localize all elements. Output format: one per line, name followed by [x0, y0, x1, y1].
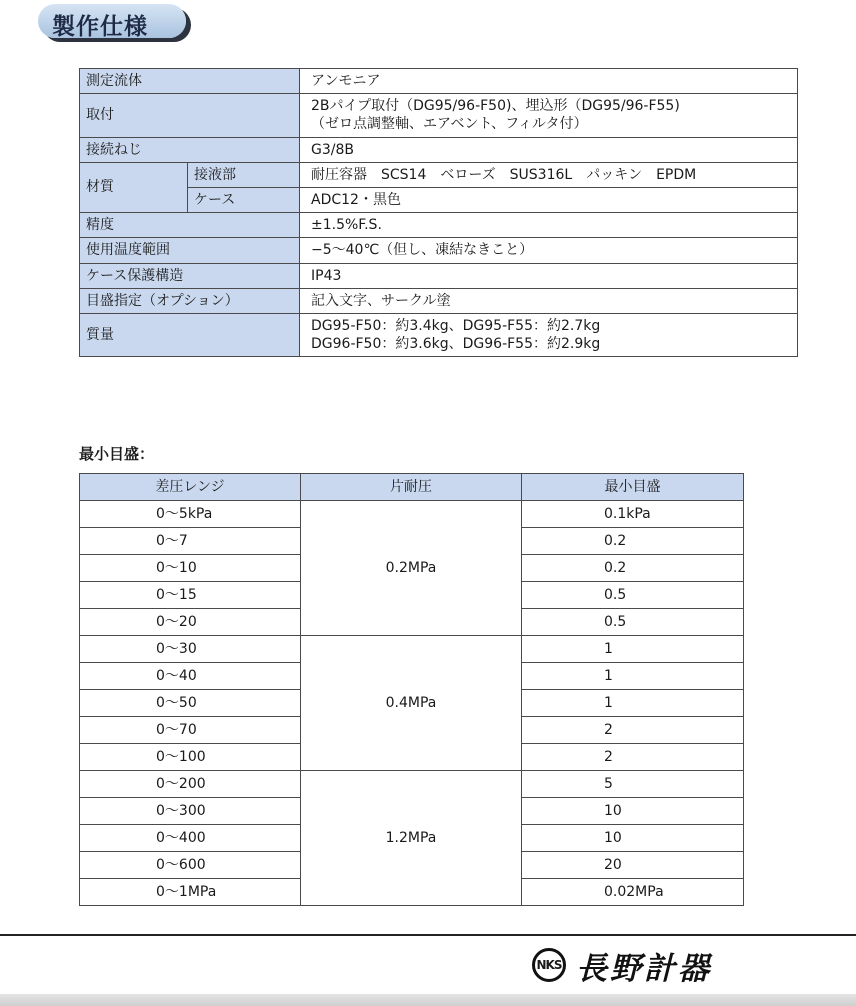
section-title-badge — [38, 4, 186, 38]
spec-value-line: DG95-F50：約3.4kg、DG95-F55：約2.7kg — [311, 317, 601, 334]
range-cell: 0〜70 — [80, 717, 301, 744]
range-cell: 0〜100 — [80, 744, 301, 771]
table-row — [80, 263, 798, 288]
min-scale-table — [79, 473, 744, 906]
range-cell: 0〜400 — [80, 825, 301, 852]
spec-label: 精度 — [80, 213, 300, 238]
spec-label: 測定流体 — [80, 69, 300, 94]
spec-sublabel: 接液部 — [188, 162, 300, 187]
range-cell: 0〜20 — [80, 609, 301, 636]
min-value-cell: 2 — [522, 717, 744, 744]
spec-value-line: DG96-F50：約3.6kg、DG96-F55：約2.9kg — [311, 336, 601, 353]
range-cell: 0〜7 — [80, 528, 301, 555]
footer-band — [0, 994, 856, 1006]
min-value-cell: 10 — [522, 798, 744, 825]
page-title: 製作仕様 — [52, 14, 148, 40]
spec-value-line: 2Bパイプ取付（DG95/96-F50)、埋込形（DG95/96-F55) — [311, 98, 680, 115]
table-row — [80, 288, 798, 313]
spec-value: ADC12・黒色 — [300, 187, 798, 212]
range-cell: 0〜30 — [80, 636, 301, 663]
min-value-cell: 1 — [522, 663, 744, 690]
range-cell: 0〜600 — [80, 852, 301, 879]
range-cell: 0〜5kPa — [80, 501, 301, 528]
table-row — [80, 187, 798, 212]
spec-label: 材質 — [80, 162, 188, 212]
min-value-cell: 0.5 — [522, 582, 744, 609]
table-row — [80, 238, 798, 263]
spec-value: IP43 — [300, 263, 798, 288]
range-cell: 0〜200 — [80, 771, 301, 798]
table-row — [80, 501, 744, 528]
table-row — [80, 213, 798, 238]
table-header-row — [80, 474, 744, 501]
spec-label: ケース保護構造 — [80, 263, 300, 288]
pressure-cell: 0.2MPa — [301, 501, 522, 636]
table-row — [80, 636, 744, 663]
table-row — [80, 137, 798, 162]
min-value-cell: 0.2 — [522, 555, 744, 582]
range-cell: 0〜10 — [80, 555, 301, 582]
spec-value: アンモニア — [300, 69, 798, 94]
brand-mark-icon: NKS — [532, 948, 566, 982]
spec-value: 耐圧容器 SCS14 ベローズ SUS316L パッキン EPDM — [300, 162, 798, 187]
brand-logo — [532, 945, 712, 985]
table-row — [80, 162, 798, 187]
range-cell: 0〜300 — [80, 798, 301, 825]
spec-value — [300, 94, 798, 137]
range-cell: 0〜40 — [80, 663, 301, 690]
table-row — [80, 94, 798, 137]
table-row — [80, 771, 744, 798]
spec-value: ±1.5%F.S. — [300, 213, 798, 238]
table-row — [80, 313, 798, 356]
table-row — [80, 69, 798, 94]
spec-value: 記入文字、サークル塗 — [300, 288, 798, 313]
spec-label: 質量 — [80, 313, 300, 356]
spec-label: 接続ねじ — [80, 137, 300, 162]
min-value-cell: 2 — [522, 744, 744, 771]
column-header: 差圧レンジ — [80, 474, 301, 501]
min-value-cell: 10 — [522, 825, 744, 852]
min-value-cell: 20 — [522, 852, 744, 879]
spec-sublabel: ケース — [188, 187, 300, 212]
min-value-cell: 1 — [522, 690, 744, 717]
min-value-cell: 1 — [522, 636, 744, 663]
pressure-cell: 1.2MPa — [301, 771, 522, 906]
brand-name: 長野計器 — [576, 950, 712, 987]
footer-divider — [0, 934, 856, 936]
min-value-cell: 0.5 — [522, 609, 744, 636]
min-scale-heading: 最小目盛： — [79, 445, 155, 463]
spec-label: 目盛指定（オプション） — [80, 288, 300, 313]
spec-label: 取付 — [80, 94, 300, 137]
range-cell: 0〜50 — [80, 690, 301, 717]
pressure-cell: 0.4MPa — [301, 636, 522, 771]
range-cell: 0〜1MPa — [80, 879, 301, 906]
min-value-cell: 5 — [522, 771, 744, 798]
spec-value — [300, 313, 798, 356]
spec-value: −5〜40℃（但し、凍結なきこと） — [300, 238, 798, 263]
range-cell: 0〜15 — [80, 582, 301, 609]
min-value-cell: 0.02MPa — [522, 879, 744, 906]
min-value-cell: 0.1kPa — [522, 501, 744, 528]
spec-table — [79, 68, 798, 357]
spec-value: G3/8B — [300, 137, 798, 162]
spec-label: 使用温度範囲 — [80, 238, 300, 263]
spec-value-line: （ゼロ点調整軸、エアベント、フィルタ付） — [311, 116, 588, 133]
column-header: 最小目盛 — [522, 474, 744, 501]
min-value-cell: 0.2 — [522, 528, 744, 555]
column-header: 片耐圧 — [301, 474, 522, 501]
